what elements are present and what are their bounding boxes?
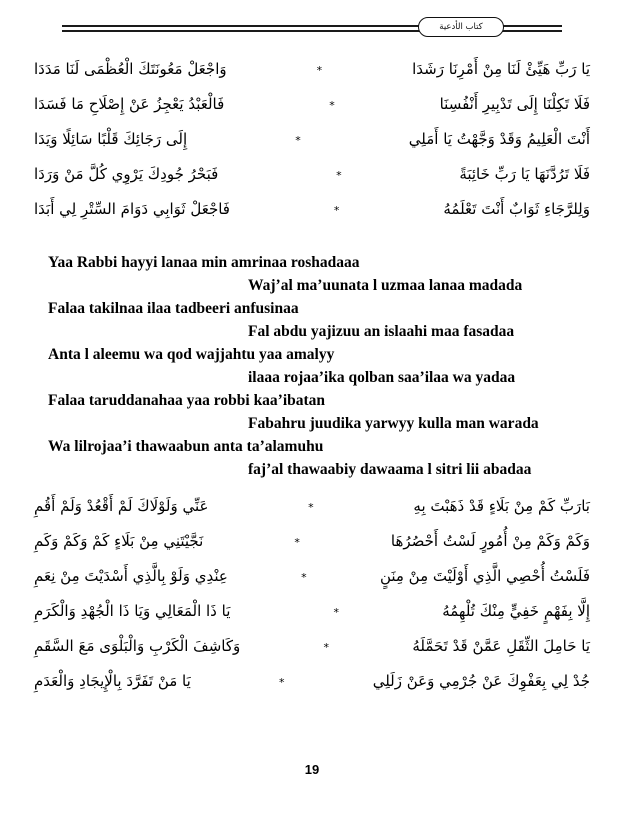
transliteration-line-second: ilaaa rojaa’ika qolban saa’ilaa wa yadaa <box>248 369 516 386</box>
verse-hemistich-first: جُدْ لِي بِعَفْوِكَ عَنْ جُرْمِي وَعَنْ زَلَلِي <box>372 672 590 690</box>
arabic-verses-bottom <box>34 489 590 699</box>
verse-separator: * <box>316 64 323 77</box>
page-number: 19 <box>304 762 320 777</box>
transliteration-pair <box>48 389 576 435</box>
verse-hemistich-second: وَاجْعَلْ مَعُونَتَكَ الْعُظْمَى لَنَا مَدَدَا <box>34 60 227 78</box>
verse-separator: * <box>333 606 340 619</box>
transliteration-line-second: Fabahru juudika yarwyy kulla man warada <box>248 415 539 432</box>
verse-hemistich-first: فَلَا تَكِلْنَا إِلَى تَدْبِيرِ أَنْفُسِنَا <box>439 95 590 113</box>
verse-separator: * <box>308 501 314 514</box>
verse-separator: * <box>336 169 342 182</box>
transliteration-line-second: Fal abdu yajizuu an islaahi maa fasadaa <box>248 323 515 340</box>
verse-hemistich-second: فَالْعَبْدُ يَعْجِزُ عَنْ إِصْلَاحِ مَا فَسَدَا <box>34 95 225 113</box>
transliteration-line-first: Anta l aleemu wa qod wajjahtu yaa amalyy <box>48 346 335 363</box>
transliteration-line-first: Wa lilrojaa’i thawaabun anta ta’alamuhu <box>48 438 324 455</box>
verse-hemistich-first: أَنْتَ الْعَلِيمُ وَقَدْ وَجَّهْتُ يَا أَمَلِي <box>408 130 590 148</box>
verse-line <box>34 594 590 629</box>
verse-hemistich-second: إِلَى رَجَائِكَ قَلْبًا سَائِلًا وَيَدَا <box>34 130 188 148</box>
verse-line <box>34 52 590 87</box>
verse-hemistich-second: فَبَحْرُ جُودِكَ يَرْوِي كُلَّ مَنْ وَرَدَا <box>34 165 219 183</box>
verse-separator: * <box>329 99 335 112</box>
verse-line <box>34 559 590 594</box>
verse-line <box>34 192 590 227</box>
verse-hemistich-first: إِلَّا بِفَهْمٍ خَفِيٍّ مِنْكَ تُلْهِمُهُ <box>442 602 590 620</box>
verse-line <box>34 157 590 192</box>
verse-hemistich-first: بَارَبِّ كَمْ مِنْ بَلَاءٍ قَدْ ذَهَبْتَ بِهِ <box>413 497 590 515</box>
verse-separator: * <box>333 204 340 217</box>
verse-line <box>34 489 590 524</box>
transliteration-pair <box>48 251 576 297</box>
verse-hemistich-second: وَكَاشِفَ الْكَرْبِ وَالْبَلْوَى مَعَ السَّقَمِ <box>34 637 241 655</box>
verse-hemistich-first: يَا حَامِلَ الثِّقَلِ عَمَّنْ قَدْ تَحَمَّلَهُ <box>412 637 590 655</box>
transliteration-pair <box>48 343 576 389</box>
chapter-title-badge <box>418 17 504 37</box>
verse-separator: * <box>294 536 300 549</box>
verse-separator: * <box>279 676 285 689</box>
verse-separator: * <box>301 571 307 584</box>
transliteration-line-first: Yaa Rabbi hayyi lanaa min amrinaa roshadaaa <box>48 254 360 271</box>
transliteration-line-first: Falaa takilnaa ilaa tadbeeri anfusinaa <box>48 300 299 317</box>
transliteration-line-second: faj’al thawaabiy dawaama l sitri lii abadaa <box>248 461 532 478</box>
verse-hemistich-first: يَا رَبِّ هَيِّئْ لَنَا مِنْ أَمْرِنَا رَشَدَا <box>412 60 590 78</box>
page-header <box>62 0 562 46</box>
verse-hemistich-first: فَلَسْتُ أُحْصِي الَّذِي أَوْلَيْتَ مِنْ مِنَنٍ <box>379 567 590 585</box>
transliteration-line-first: Falaa taruddanahaa yaa robbi kaa’ibatan <box>48 392 326 409</box>
verse-hemistich-second: نَجَّيْتَنِي مِنْ بَلَاءٍ كَمْ وَكَمْ وَكَمِ <box>34 532 204 550</box>
verse-hemistich-first: وَلِلرَّجَاءِ ثَوَابٌ أَنْتَ تَعْلَمُهُ <box>443 200 590 218</box>
verse-line <box>34 524 590 559</box>
transliteration-block <box>48 251 576 481</box>
verse-hemistich-second: يَا مَنْ تَفَرَّدَ بِالْإِيجَادِ وَالْعَدَمِ <box>34 672 191 690</box>
arabic-verses-top <box>34 52 590 227</box>
verse-line <box>34 122 590 157</box>
verse-hemistich-second: فَاجْعَلْ ثَوَابِي دَوَامَ السِّتْرِ لِي أَبَدَا <box>34 200 230 218</box>
verse-line <box>34 664 590 699</box>
verse-line <box>34 87 590 122</box>
verse-hemistich-first: فَلَا تَرُدَّنَهَا يَا رَبِّ خَائِبَةً <box>459 165 590 183</box>
verse-hemistich-second: عَنِّي وَلَوْلَاكَ لَمْ أَقْعُدْ وَلَمْ أَقُمِ <box>34 497 209 515</box>
verse-hemistich-first: وَكَمْ وَكَمْ مِنْ أُمُورٍ لَسْتُ أَحْصُرُهَا <box>390 532 590 550</box>
verse-hemistich-second: عِنْدِي وَلَوْ بِالَّذِي أَسْدَيْتَ مِنْ نِعَمِ <box>34 567 228 585</box>
verse-separator: * <box>295 134 301 147</box>
transliteration-pair <box>48 297 576 343</box>
chapter-title-text: كتاب الأدعية <box>439 21 483 32</box>
verse-line <box>34 629 590 664</box>
verse-hemistich-second: يَا ذَا الْمَعَالِي وَيَا ذَا الْجُهْدِ وَالْكَرَمِ <box>34 602 231 620</box>
transliteration-pair <box>48 435 576 481</box>
transliteration-line-second: Waj’al ma’uunata l uzmaa lanaa madada <box>248 277 523 294</box>
verse-separator: * <box>323 641 330 654</box>
